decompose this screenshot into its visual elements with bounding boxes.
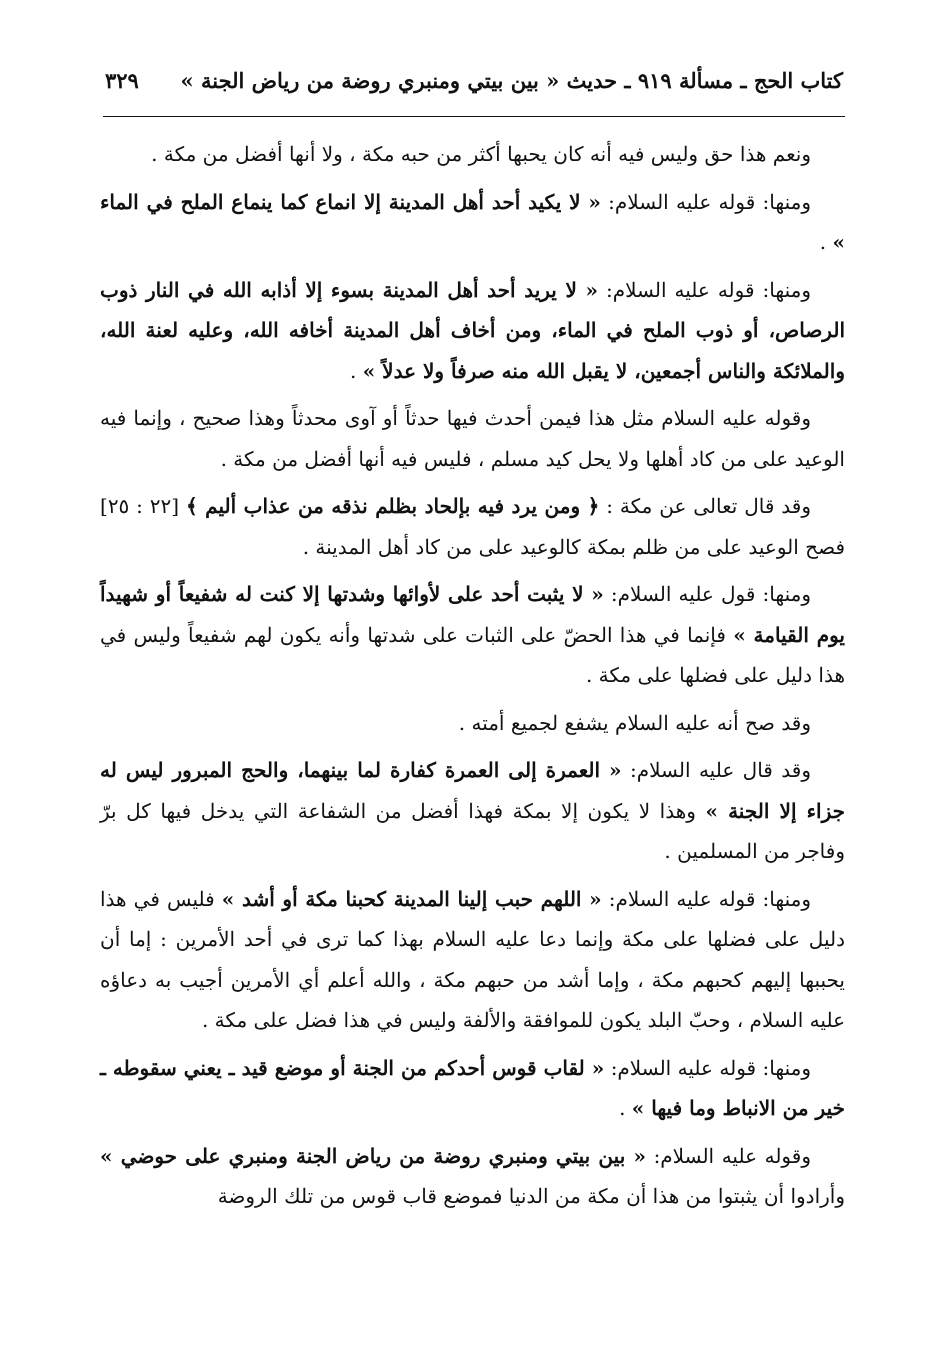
paragraph (100, 879, 845, 1041)
paragraph (100, 750, 845, 872)
paragraph (100, 1048, 845, 1129)
hadith-quote: « لا يثبت أحد على لأوائها وشدتها إلا كنت له شفيعاً أو شهيداً يوم القيامة » (100, 582, 845, 647)
text-run: فإنما في هذا الحضّ على الثبات على شدتها وأنه يكون لهم شفيعاً وليس في هذا دليل على فضلها على مكة . (100, 622, 845, 687)
text-run: وقد قال تعالى عن مكة : (599, 494, 811, 518)
hadith-quote: « لا يريد أحد أهل المدينة بسوء إلا أذابه الله في النار ذوب الرصاص، أو ذوب الملح في الماء، ومن أخاف أهل المدينة أخافه الله، وعليه لعنة الله، والملائكة والناس أجمعين، لا يقبل الله منه صرفاً ولا عدلاً » (100, 277, 845, 383)
text-run: ومنها: قول عليه السلام: (603, 582, 811, 606)
hadith-quote: « اللهم حبب إلينا المدينة كحبنا مكة أو أشد » (221, 886, 602, 911)
paragraph (100, 486, 845, 567)
hadith-quote: ﴿ ومن يرد فيه بإلحاد بظلم نذقه من عذاب أليم ﴾ (185, 494, 600, 518)
text-run: وقد قال عليه السلام: (621, 758, 811, 782)
text-run: فليس في هذا دليل على فضلها على مكة وإنما دعا عليه السلام بهذا كما ترى في أحد الأمرين : إما أن يحببها إليهم كحبهم مكة ، وإما أشد من حبهم مكة ، والله أعلم أي الأمرين أجيب به دعاؤه عليه السلام ، وحبّ البلد يكون للموافقة والألفة وليس في هذا فضل على مكة . (100, 886, 845, 1032)
text-run: . (619, 1096, 632, 1120)
text-run: ومنها: قوله عليه السلام: (601, 886, 811, 911)
text-run: ومنها: قوله عليه السلام: (597, 277, 811, 302)
paragraph (100, 182, 845, 263)
header-rule (103, 116, 845, 117)
text-run: [٢٢ : ٢٥] فصح الوعيد على من ظلم بمكة كالوعيد على من كاد أهل المدينة . (100, 494, 845, 559)
text-run: ونعم هذا حق وليس فيه أنه كان يحبها أكثر من حبه مكة ، ولا أنها أفضل من مكة . (151, 142, 811, 166)
text-run: وقوله عليه السلام مثل هذا فيمن أحدث فيها حدثاً أو آوى محدثاً وهذا صحيح ، وإنما فيه الوعيد على من كاد أهلها ولا يحل كيد مسلم ، فليس فيه أنها أفضل من مكة . (100, 406, 845, 471)
paragraph (100, 1136, 845, 1217)
paragraph (100, 703, 845, 744)
text-run: وهذا لا يكون إلا بمكة فهذا أفضل من الشفاعة التي يدخل فيها كل برّ وفاجر من المسلمين . (100, 798, 845, 863)
hadith-quote: « لا يكيد أحد أهل المدينة إلا انماع كما ينماع الملح في الماء » (100, 189, 845, 254)
body-text (100, 134, 845, 1224)
text-run: وقوله عليه السلام: (645, 1143, 811, 1168)
paragraph (100, 134, 845, 175)
text-run: ومنها: قوله عليه السلام: (604, 1055, 811, 1080)
text-run: ومنها: قوله عليه السلام: (600, 189, 811, 214)
text-run: وأرادوا أن يثبتوا من هذا أن مكة من الدنيا فموضع قاب قوس من تلك الروضة (217, 1184, 845, 1208)
text-run: . (819, 230, 833, 254)
text-run: وقد صح أنه عليه السلام يشفع لجميع أمته . (458, 710, 811, 735)
hadith-quote: « العمرة إلى العمرة كفارة لما بينهما، والحج المبرور ليس له جزاء إلا الجنة » (100, 758, 846, 823)
text-run: . (350, 358, 363, 383)
paragraph (100, 398, 845, 479)
hadith-quote: « بين بيتي ومنبري روضة من رياض الجنة ومنبري على حوضي » (100, 1143, 646, 1168)
hadith-quote: « لقاب قوس أحدكم من الجنة أو موضع قيد ـ يعني سقوطه ـ خير من الانباط وما فيها » (100, 1055, 845, 1120)
paragraph (100, 270, 845, 392)
header-title: كتاب الحج ـ مسألة ٩١٩ ـ حديث « بين بيتي ومنبري روضة من رياض الجنة » (180, 68, 843, 93)
page-number: ٣٢٩ (105, 68, 139, 93)
paragraph (100, 574, 845, 696)
running-header (105, 66, 843, 96)
